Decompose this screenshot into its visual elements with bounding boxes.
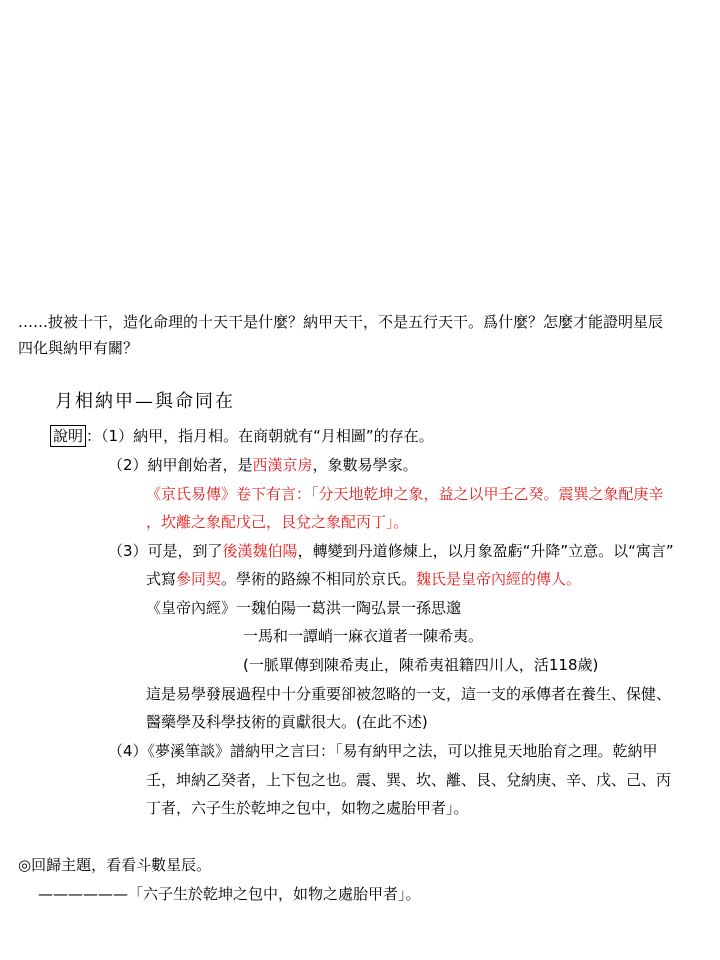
explain-item-3 (108, 541, 674, 561)
p4-line-3: 丁者，六子生於乾坤之包中，如物之處胎甲者」。 (146, 799, 469, 817)
intro-line-2: 四化與納甲有關？ (18, 339, 139, 357)
p4-line-2: 壬，坤納乙癸者，上下包之也。震、巽、坎、離、艮、兌納庚、辛、戊、己、丙 (146, 771, 672, 789)
p3-highlight-3: 魏氏是皇帝內經的傳人。 (416, 570, 582, 588)
explain-p1: （1）納甲，指月相。在商朝就有“月相圖”的存在。 (101, 427, 434, 445)
p2-quote-line-1: 《京氏易傳》卷下有言：「分天地乾坤之象，益之以甲壬乙癸。震巽之象配庚辛 (146, 485, 664, 503)
lineage-line-1: 《皇帝內經》一魏伯陽一葛洪一陶弘景一孫思邈 (146, 599, 462, 617)
explain-label: 說明 (50, 425, 86, 447)
explain-item-1 (50, 426, 434, 446)
closing-line-2: ——————「六子生於乾坤之包中，如物之處胎甲者」。 (38, 885, 421, 903)
explain-item-2 (108, 455, 418, 475)
closing-line-1: ◎回歸主題，看看斗數星辰。 (18, 856, 212, 874)
p3-d: 。學術的路線不相同於京氏。 (221, 570, 417, 588)
p3-e-line-2: 醫藥學及科學技術的貢獻很大。(在此不述) (146, 713, 428, 731)
p2-highlight: 西漢京房 (252, 456, 313, 474)
section-heading: 月相納甲—與命同在 (55, 391, 235, 412)
p3-e-line-1: 這是易學發展過程中十分重要卻被忽略的一支，這一支的承傳者在養生、保健、 (146, 685, 672, 703)
p3-highlight-1: 後漢魏伯陽 (222, 542, 298, 560)
p3-c: 式寫 (146, 570, 177, 588)
explain-label-colon: ： (86, 427, 102, 445)
p3-line-2 (146, 569, 581, 589)
p2-quote-line-2: ，坎離之象配戊己，艮兌之象配丙丁」。 (146, 513, 409, 531)
explain-item-4: （4）《夢溪筆談》譜納甲之言曰：「易有納甲之法，可以推見天地胎育之理。乾納甲 (108, 742, 658, 760)
p2-prefix: （2）納甲創始者，是 (108, 456, 253, 474)
p2-suffix: ，象數易學家。 (312, 456, 418, 474)
lineage-note: (一脈單傳到陳希夷止，陳希夷祖籍四川人，活118歲) (243, 656, 599, 674)
intro-line-1: ……披被十干，造化命理的十天干是什麼？納甲天干，不是五行天干。爲什麼？怎麼才能證明星辰 (18, 313, 664, 331)
p3-a: （3）可是，到了 (108, 542, 223, 560)
p3-b: ，轉變到丹道修煉上，以月象盈虧“升降”立意。以“寓言” (297, 542, 674, 560)
lineage-line-2: 一馬和一譚峭一麻衣道者一陳希夷。 (243, 627, 484, 645)
p3-highlight-2: 參同契 (176, 570, 222, 588)
